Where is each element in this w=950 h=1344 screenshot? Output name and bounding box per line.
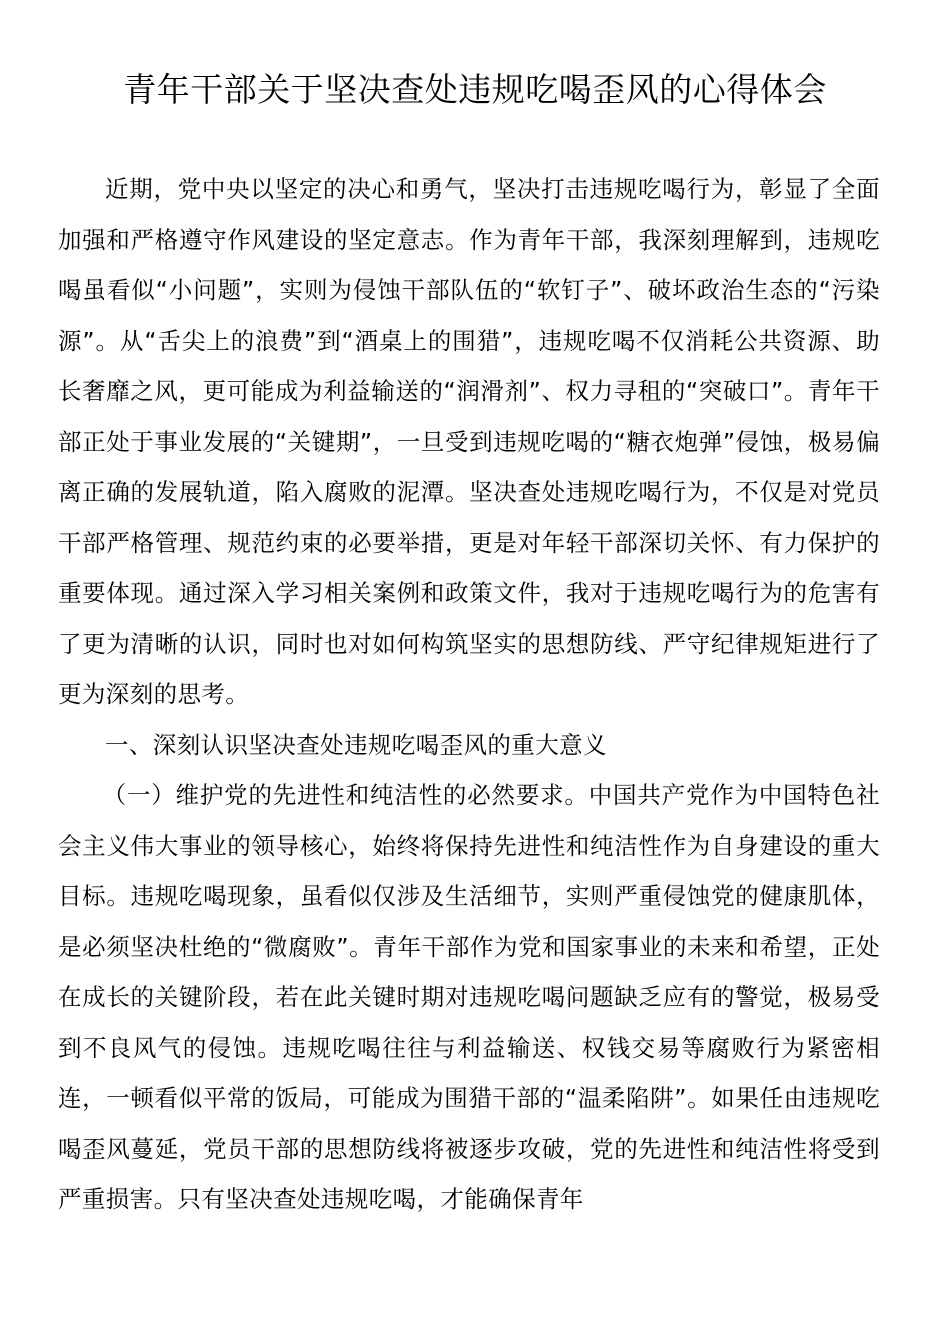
intro-paragraph: 近期，党中央以坚定的决心和勇气，坚决打击违规吃喝行为，彰显了全面加强和严格遵守作风建设的坚定意志。作为青年干部，我深刻理解到，违规吃喝虽看似“小问题”，实则为侵蚀干部队伍的“软钉子”、破坏政治生态的“污染源”。从“舌尖上的浪费”到“酒桌上的围猎”，违规吃喝不仅消耗公共资源、助长奢靡之风，更可能成为利益输送的“润滑剂”、权力寻租的“突破口”。青年干部正处于事业发展的“关键期”，一旦受到违规吃喝的“糖衣炮弹”侵蚀，极易偏离正确的发展轨道，陷入腐败的泥潭。坚决查处违规吃喝行为，不仅是对党员干部严格管理、规范约束的必要举措，更是对年轻干部深切关怀、有力保护的重要体现。通过深入学习相关案例和政策文件，我对于违规吃喝行为的危害有了更为清晰的认识，同时也对如何构筑坚实的思想防线、严守纪律规矩进行了更为深刻的思考。 bbox=[58, 175, 880, 708]
document-body bbox=[58, 164, 880, 1225]
subsection-paragraph: （一）维护党的先进性和纯洁性的必然要求。中国共产党作为中国特色社会主义伟大事业的领导核心，始终将保持先进性和纯洁性作为自身建设的重大目标。违规吃喝现象，虽看似仅涉及生活细节，实则严重侵蚀党的健康肌体，是必须坚决杜绝的“微腐败”。青年干部作为党和国家事业的未来和希望，正处在成长的关键阶段，若在此关键时期对违规吃喝问题缺乏应有的警觉，极易受到不良风气的侵蚀。违规吃喝往往与利益输送、权钱交易等腐败行为紧密相连，一顿看似平常的饭局，可能成为围猎干部的“温柔陷阱”。如果任由违规吃喝歪风蔓延，党员干部的思想防线将被逐步攻破，党的先进性和纯洁性将受到严重损害。只有坚决查处违规吃喝，才能确保青年 bbox=[58, 781, 880, 1213]
document-title: 青年干部关于坚决查处违规吃喝歪风的心得体会 bbox=[123, 70, 827, 109]
section-heading: 一、深刻认识坚决查处违规吃喝歪风的重大意义 bbox=[105, 730, 607, 759]
